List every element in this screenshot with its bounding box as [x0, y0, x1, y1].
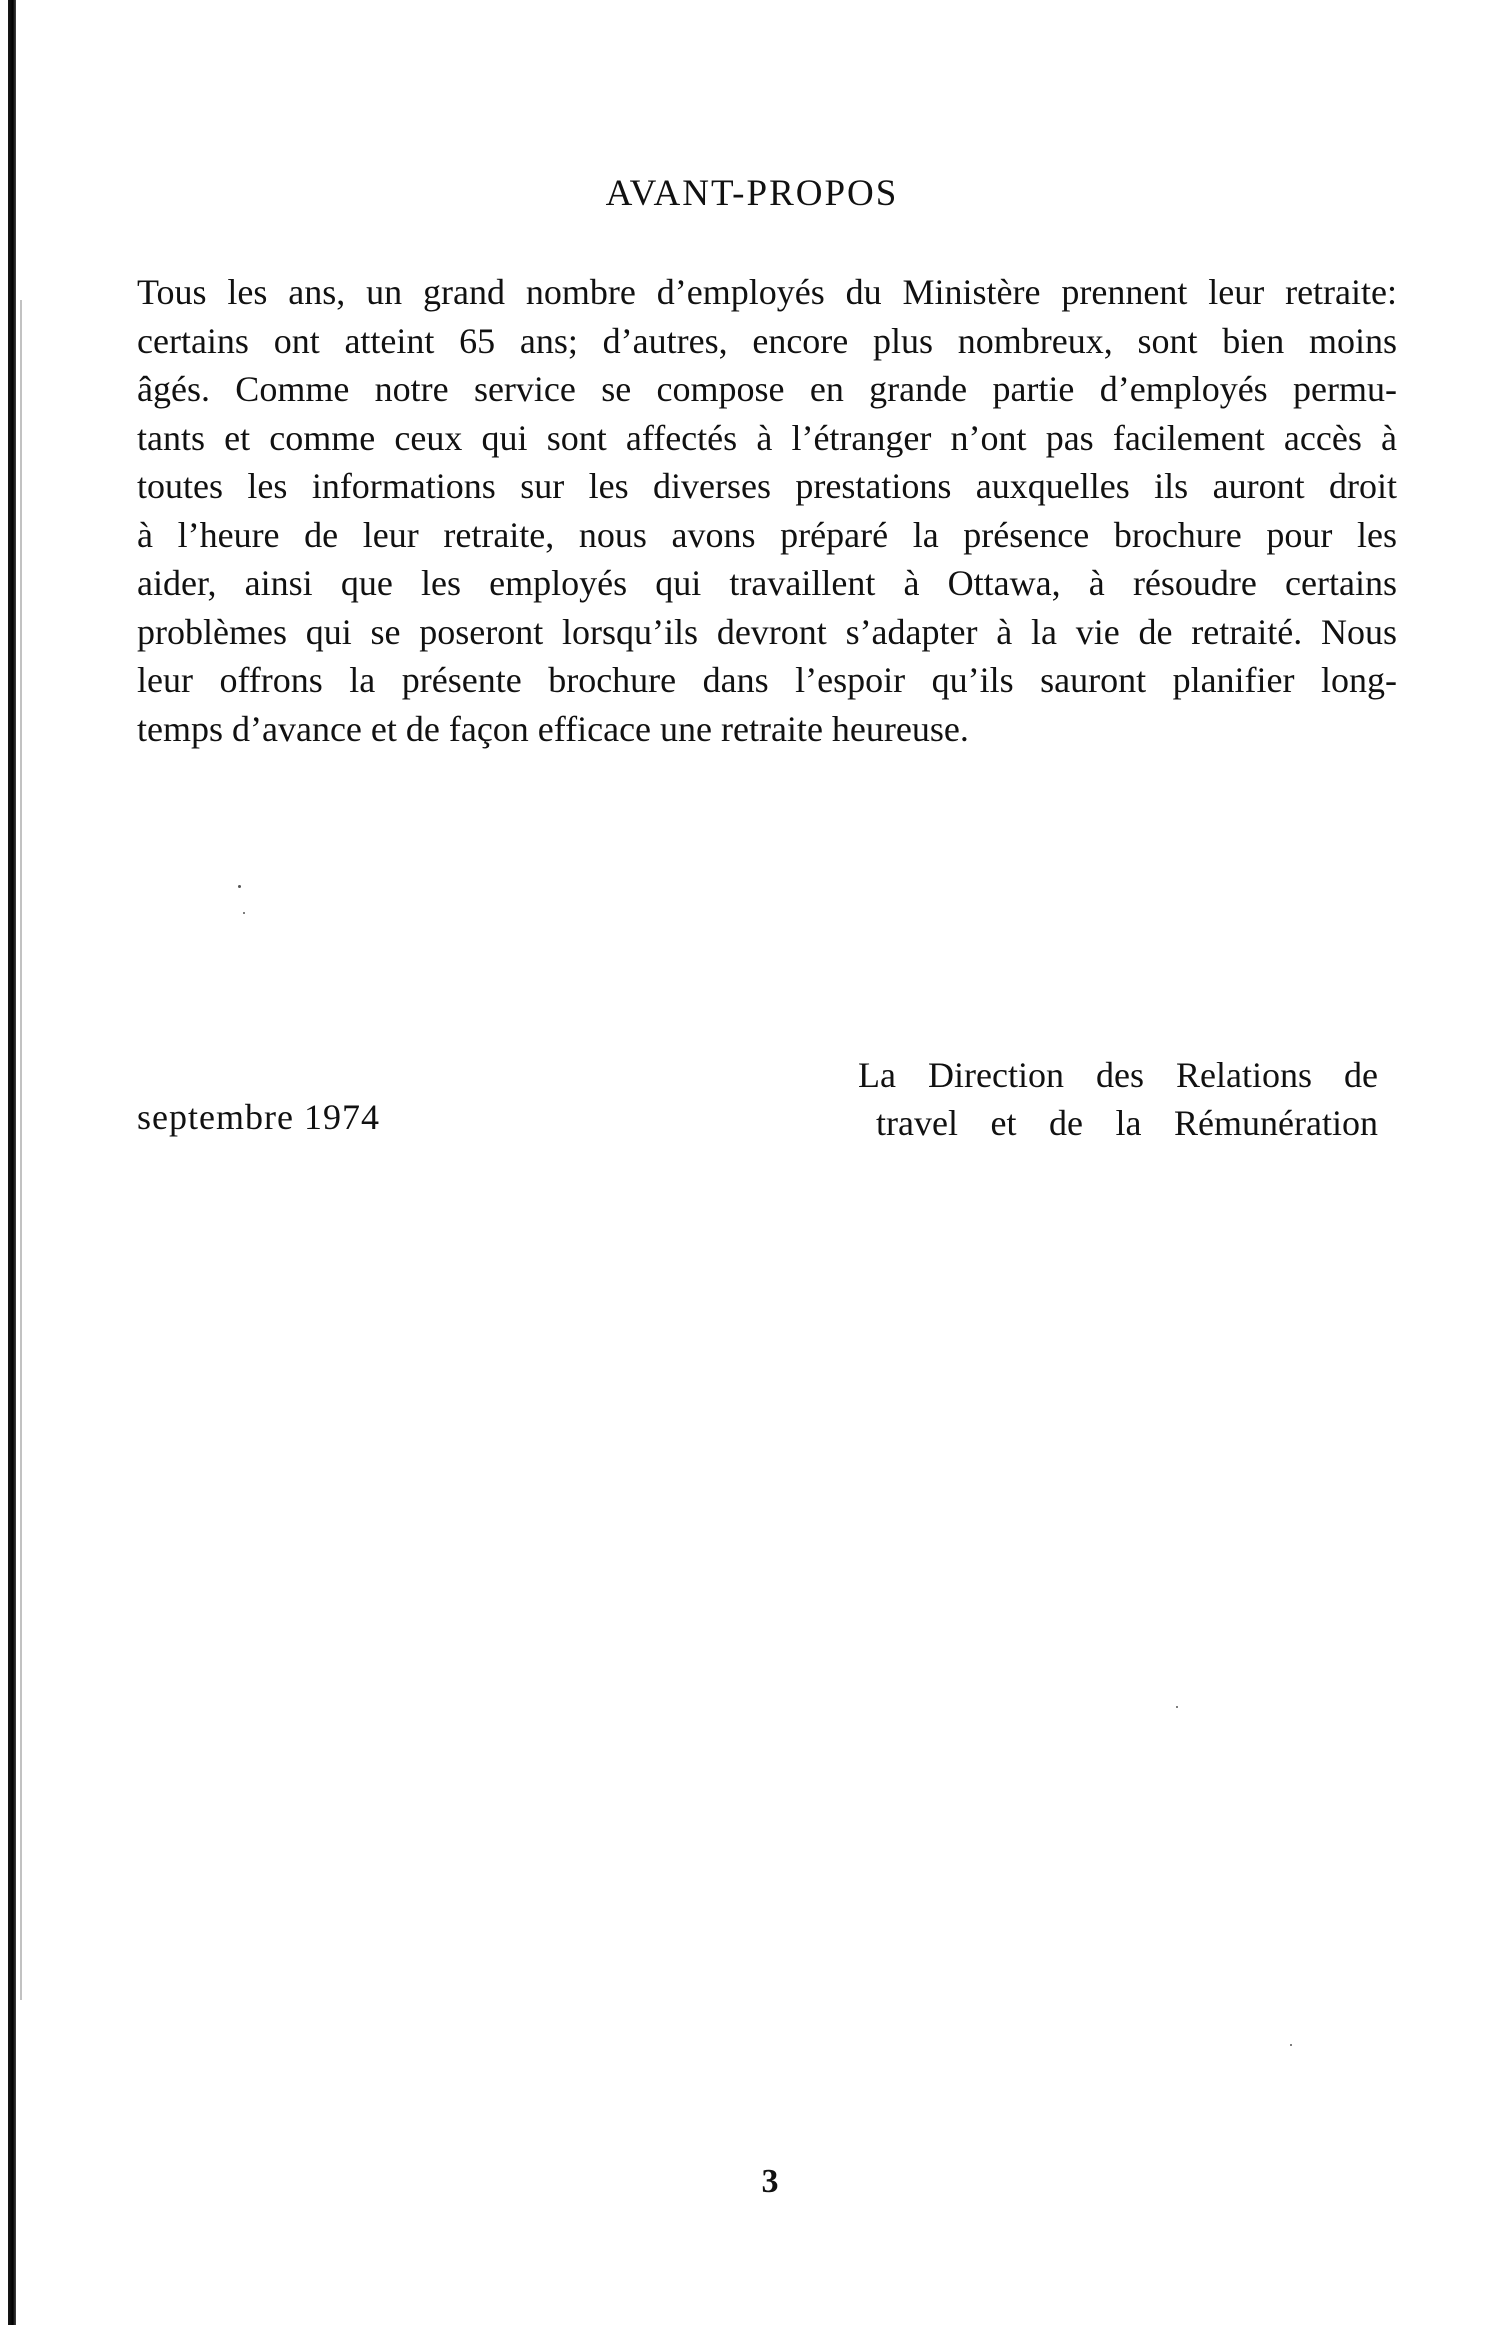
paragraph-line: à l’heure de leur retraite, nous avons préparé la présence brochure pour les	[137, 514, 1397, 555]
paragraph-line: tants et comme ceux qui sont affectés à l’étranger n’ont pas facilement accès à	[137, 417, 1397, 458]
page-title: AVANT-PROPOS	[605, 173, 899, 214]
scan-speck	[1290, 2044, 1292, 2046]
paragraph-line: certains ont atteint 65 ans; d’autres, encore plus nombreux, sont bien moins	[137, 320, 1397, 361]
paragraph-line: aider, ainsi que les employés qui travaillent à Ottawa, à résoudre certains	[137, 563, 1397, 603]
paragraph-line: toutes les informations sur les diverses prestations auxquelles ils auront droit	[137, 466, 1397, 506]
foreword-paragraph	[137, 268, 1397, 753]
date-line: septembre 1974	[137, 1097, 380, 1137]
paragraph-line: problèmes qui se poseront lorsqu’ils devront s’adapter à la vie de retraité. Nous	[137, 611, 1397, 652]
paragraph-line: Tous les ans, un grand nombre d’employés du Ministère prennent leur retraite:	[137, 272, 1397, 312]
scan-binding-shadow	[20, 300, 22, 2000]
signature-line: La Direction des Relations de	[858, 1055, 1378, 1095]
scan-speck	[243, 912, 245, 914]
signature-line: travel et de la Rémunération	[876, 1103, 1378, 1143]
scan-speck	[1176, 1706, 1178, 1708]
paragraph-line: leur offrons la présente brochure dans l’espoir qu’ils sauront planifier long-	[137, 660, 1397, 700]
signature-block	[858, 1051, 1378, 1147]
page-number: 3	[761, 2163, 779, 2200]
scan-binding-edge	[8, 0, 16, 2325]
scan-speck	[238, 885, 241, 888]
paragraph-line: âgés. Comme notre service se compose en grande partie d’employés permu-	[137, 369, 1397, 409]
paragraph-line: temps d’avance et de façon efficace une retraite heureuse.	[137, 708, 969, 749]
